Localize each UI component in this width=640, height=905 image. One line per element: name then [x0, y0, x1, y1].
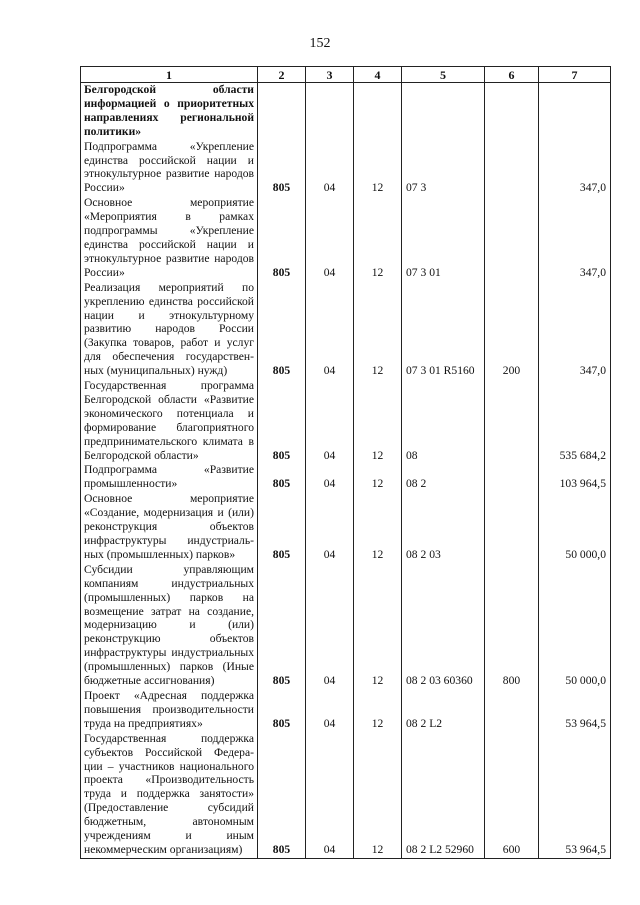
row-subsection: 12	[354, 379, 402, 463]
row-target: 08	[402, 379, 485, 463]
row-expense-type	[485, 689, 539, 732]
row-target: 08 2 03	[402, 492, 485, 563]
column-header-amount: 7	[539, 67, 611, 83]
table-row	[81, 379, 611, 463]
table-row	[81, 281, 611, 379]
row-name: Реализация мероприятий по укреплению единства российской нации и этнокультурному развитию народов России (Закупка товаров, работ и услуг для обеспечения государствен-ных (муниципальных) нужд)	[81, 281, 258, 379]
table-row	[81, 732, 611, 859]
row-section: 04	[306, 689, 354, 732]
row-section: 04	[306, 140, 354, 197]
row-section: 04	[306, 196, 354, 280]
table-row	[81, 140, 611, 197]
row-target: 07 3 01 R5160	[402, 281, 485, 379]
row-admin: 805	[258, 379, 306, 463]
row-name: Субсидии управляющим компаниям индустриальных (промышленных) парков на возмещение затрат на создание, модернизацию и (или) реконструкцию объектов инфраструктуры индустриальных (промышленных) парков (Иные бюджетные ассигнования)	[81, 563, 258, 689]
row-section	[306, 83, 354, 140]
row-subsection: 12	[354, 563, 402, 689]
row-section: 04	[306, 379, 354, 463]
row-expense-type	[485, 492, 539, 563]
row-expense-type: 200	[485, 281, 539, 379]
table-row	[81, 689, 611, 732]
row-admin: 805	[258, 492, 306, 563]
column-header-admin: 2	[258, 67, 306, 83]
row-subsection: 12	[354, 732, 402, 859]
row-subsection: 12	[354, 492, 402, 563]
column-header-section: 3	[306, 67, 354, 83]
row-amount: 53 964,5	[539, 689, 611, 732]
table-row	[81, 563, 611, 689]
row-name: Государственная поддержка субъектов Российской Федера-ции – участников национального проекта «Производительность труда и поддержка занятости» (Предоставление субсидий бюджетным, автономным учреждениям и иным некоммерческим организациям)	[81, 732, 258, 859]
row-section: 04	[306, 492, 354, 563]
row-admin	[258, 83, 306, 140]
row-expense-type	[485, 83, 539, 140]
row-target: 08 2 L2 52960	[402, 732, 485, 859]
row-expense-type	[485, 463, 539, 492]
row-name: Подпрограмма «Укрепление единства российской нации и этнокультурное развитие народов России»	[81, 140, 258, 197]
column-header-expense-type: 6	[485, 67, 539, 83]
row-subsection: 12	[354, 196, 402, 280]
row-admin: 805	[258, 281, 306, 379]
row-subsection: 12	[354, 463, 402, 492]
row-amount: 103 964,5	[539, 463, 611, 492]
row-target: 07 3	[402, 140, 485, 197]
row-section: 04	[306, 732, 354, 859]
row-name: Основное мероприятие «Мероприятия в рамках подпрограммы «Укрепление единства российской нации и этнокультурное развитие народов России»	[81, 196, 258, 280]
row-amount: 50 000,0	[539, 492, 611, 563]
row-target: 08 2	[402, 463, 485, 492]
row-amount: 50 000,0	[539, 563, 611, 689]
table-row	[81, 83, 611, 140]
row-amount	[539, 83, 611, 140]
row-name: Государственная программа Белгородской области «Развитие экономического потенциала и формирование благоприятного предпринимательского климата в Белгородской области»	[81, 379, 258, 463]
page-number: 152	[309, 36, 331, 51]
row-subsection: 12	[354, 281, 402, 379]
column-header-name: 1	[81, 67, 258, 83]
row-admin: 805	[258, 732, 306, 859]
row-admin: 805	[258, 563, 306, 689]
row-subsection	[354, 83, 402, 140]
row-subsection: 12	[354, 140, 402, 197]
row-target: 08 2 03 60360	[402, 563, 485, 689]
table-header-row	[81, 67, 611, 83]
row-amount: 347,0	[539, 196, 611, 280]
row-admin: 805	[258, 140, 306, 197]
row-name: Подпрограмма «Развитие промышленности»	[81, 463, 258, 492]
row-target	[402, 83, 485, 140]
row-amount: 347,0	[539, 140, 611, 197]
table-row	[81, 463, 611, 492]
row-admin: 805	[258, 196, 306, 280]
table-row	[81, 492, 611, 563]
row-admin: 805	[258, 463, 306, 492]
budget-table	[80, 66, 611, 859]
row-expense-type	[485, 196, 539, 280]
row-target: 08 2 L2	[402, 689, 485, 732]
row-name: Белгородской области информацией о приоритетных направлениях региональной политики»	[81, 83, 258, 140]
row-name: Основное мероприятие «Создание, модернизация и (или) реконструкция объектов инфраструктуры индустриаль-ных (промышленных) парков»	[81, 492, 258, 563]
row-section: 04	[306, 463, 354, 492]
row-admin: 805	[258, 689, 306, 732]
row-amount: 53 964,5	[539, 732, 611, 859]
row-expense-type: 800	[485, 563, 539, 689]
row-section: 04	[306, 563, 354, 689]
row-expense-type	[485, 379, 539, 463]
row-name: Проект «Адресная поддержка повышения производительности труда на предприятиях»	[81, 689, 258, 732]
row-target: 07 3 01	[402, 196, 485, 280]
row-amount: 347,0	[539, 281, 611, 379]
row-expense-type: 600	[485, 732, 539, 859]
column-header-target: 5	[402, 67, 485, 83]
table-row	[81, 196, 611, 280]
column-header-subsection: 4	[354, 67, 402, 83]
row-subsection: 12	[354, 689, 402, 732]
row-amount: 535 684,2	[539, 379, 611, 463]
row-expense-type	[485, 140, 539, 197]
row-section: 04	[306, 281, 354, 379]
